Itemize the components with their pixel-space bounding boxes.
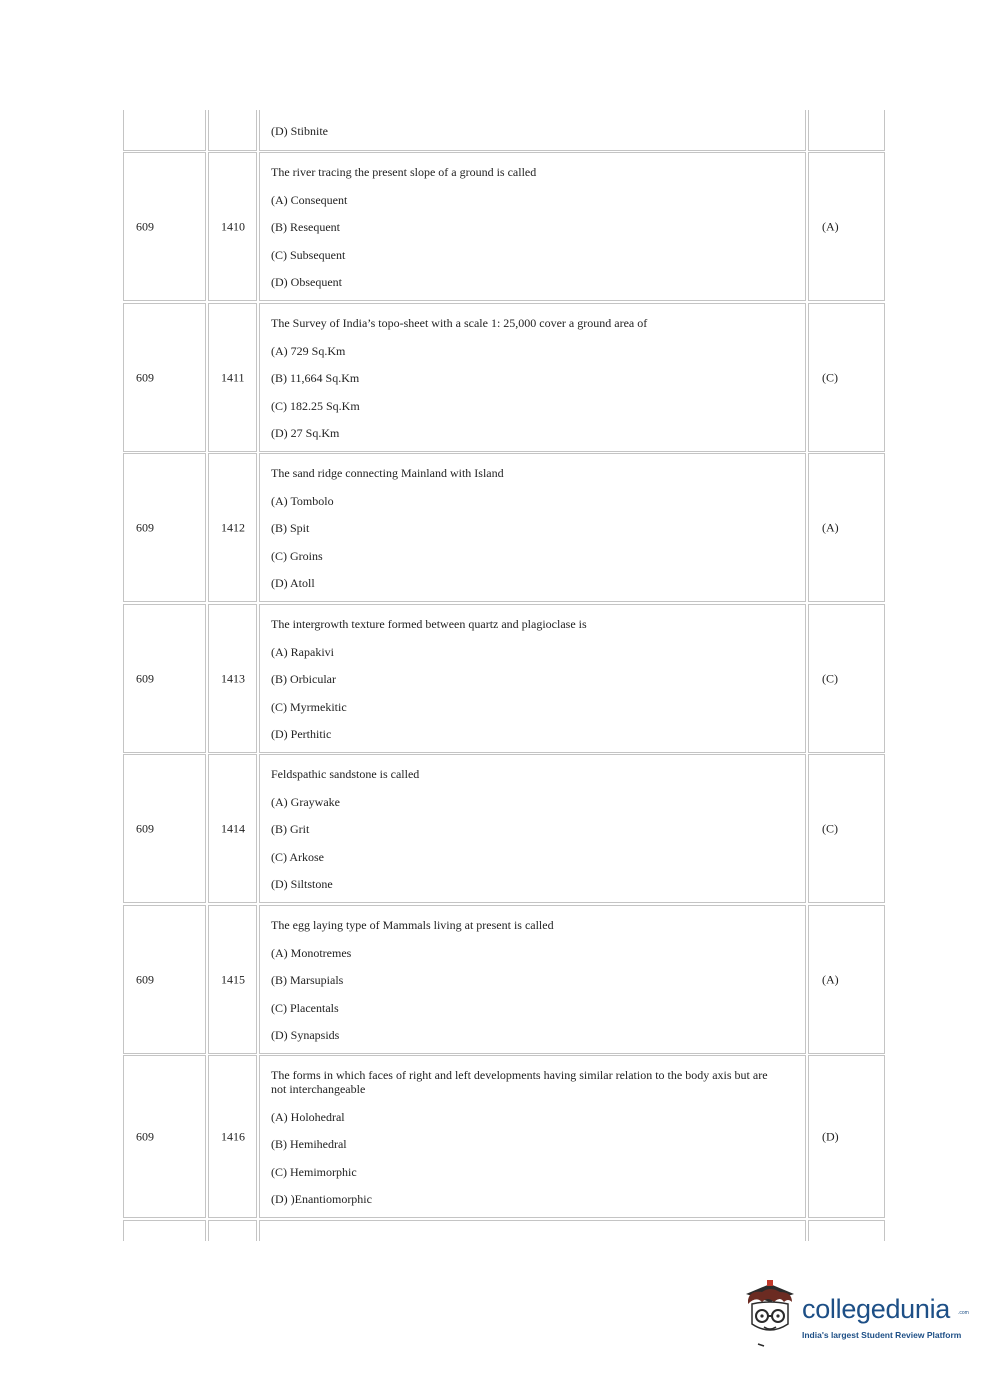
brand-domain: .com xyxy=(958,1310,969,1316)
option-a: (A) Monotremes xyxy=(271,945,352,960)
option-b: (B) Grit xyxy=(271,822,310,837)
question-table xyxy=(122,110,886,1241)
question-number-cell xyxy=(208,110,257,151)
answer-cell: (C) xyxy=(808,604,885,753)
option-a: (A) Rapakivi xyxy=(271,644,334,659)
table-row xyxy=(122,754,886,903)
option-c: (C) Hemimorphic xyxy=(271,1164,357,1179)
option-c: (C) Arkose xyxy=(271,849,324,864)
option-b: (B) Marsupials xyxy=(271,973,344,988)
question-cell xyxy=(259,453,806,602)
option-c: (C) Placentals xyxy=(271,1000,339,1015)
option-d: (D) Perthitic xyxy=(271,727,332,742)
question-cell xyxy=(259,905,806,1054)
answer-cell: (A) xyxy=(808,453,885,602)
question-text: The sand ridge connecting Mainland with Island xyxy=(271,466,504,480)
paper-code-cell: 609 xyxy=(123,453,206,602)
answer-cell: (C) xyxy=(808,303,885,452)
option-a: (A) 729 Sq.Km xyxy=(271,343,346,358)
question-cell xyxy=(259,303,806,452)
option-d: (D) Obsequent xyxy=(271,275,342,290)
brand-name: collegedunia xyxy=(802,1294,951,1324)
question-cell xyxy=(259,152,806,301)
option-a: (A) Holohedral xyxy=(271,1109,345,1124)
question-text: The river tracing the present slope of a ground is called xyxy=(271,165,537,179)
table-row xyxy=(122,152,886,301)
paper-code-cell: 609 xyxy=(123,754,206,903)
question-text: The intergrowth texture formed between quartz and plagioclase is xyxy=(271,617,587,631)
option-c: (C) Groins xyxy=(271,548,323,563)
brand-tagline: India's largest Student Review Platform xyxy=(802,1330,962,1340)
question-number-cell: 1412 xyxy=(208,453,257,602)
mascot-icon xyxy=(740,1280,802,1352)
option-b: (B) Resequent xyxy=(271,220,340,235)
question-number-cell: 1413 xyxy=(208,604,257,753)
paper-code-cell xyxy=(123,1220,206,1241)
option-a: (A) Tombolo xyxy=(271,493,334,508)
table-row xyxy=(122,453,886,602)
answer-cell: (A) xyxy=(808,152,885,301)
table-row xyxy=(122,905,886,1054)
option-d: (D) )Enantiomorphic xyxy=(271,1192,372,1207)
answer-cell xyxy=(808,110,885,151)
question-cell xyxy=(259,754,806,903)
option-d: (D) Atoll xyxy=(271,576,315,591)
paper-code-cell xyxy=(123,110,206,151)
option-b: (B) Hemihedral xyxy=(271,1137,347,1152)
answer-cell: (D) xyxy=(808,1055,885,1218)
answer-cell: (A) xyxy=(808,905,885,1054)
paper-code-cell: 609 xyxy=(123,152,206,301)
table-row xyxy=(122,110,886,151)
collegedunia-logo[interactable] xyxy=(740,1280,970,1352)
question-number-cell: 1411 xyxy=(208,303,257,452)
paper-code-cell: 609 xyxy=(123,1055,206,1218)
option-d: (D) Stibnite xyxy=(271,124,328,138)
question-text: Feldspathic sandstone is called xyxy=(271,767,420,781)
paper-code-cell: 609 xyxy=(123,303,206,452)
table-row xyxy=(122,303,886,452)
question-number-cell xyxy=(208,1220,257,1241)
question-number-cell: 1415 xyxy=(208,905,257,1054)
question-cell xyxy=(259,1055,806,1218)
question-text: The Survey of India’s topo-sheet with a scale 1: 25,000 cover a ground area of xyxy=(271,316,648,330)
option-b: (B) Spit xyxy=(271,521,310,536)
option-d: (D) 27 Sq.Km xyxy=(271,426,340,441)
option-d: (D) Synapsids xyxy=(271,1028,340,1043)
option-c: (C) Myrmekitic xyxy=(271,699,347,714)
answer-cell xyxy=(808,1220,885,1241)
option-d: (D) Siltstone xyxy=(271,877,333,892)
option-c: (C) Subsequent xyxy=(271,247,346,262)
table-row xyxy=(122,1220,886,1241)
question-cell xyxy=(259,1220,806,1241)
question-text: The egg laying type of Mammals living at present is called xyxy=(271,918,554,932)
option-a: (A) Consequent xyxy=(271,192,348,207)
table-row xyxy=(122,604,886,753)
paper-code-cell: 609 xyxy=(123,604,206,753)
question-cell xyxy=(259,604,806,753)
answer-cell: (C) xyxy=(808,754,885,903)
option-a: (A) Graywake xyxy=(271,794,340,809)
question-number-cell: 1414 xyxy=(208,754,257,903)
option-c: (C) 182.25 Sq.Km xyxy=(271,398,360,413)
question-text: The forms in which faces of right and left developments having similar relation to the body axis but are not interchangeable xyxy=(271,1068,768,1096)
question-number-cell: 1416 xyxy=(208,1055,257,1218)
question-number-cell: 1410 xyxy=(208,152,257,301)
option-b: (B) Orbicular xyxy=(271,672,336,687)
question-cell xyxy=(259,110,806,151)
table-row xyxy=(122,1055,886,1218)
paper-code-cell: 609 xyxy=(123,905,206,1054)
option-b: (B) 11,664 Sq.Km xyxy=(271,371,360,386)
